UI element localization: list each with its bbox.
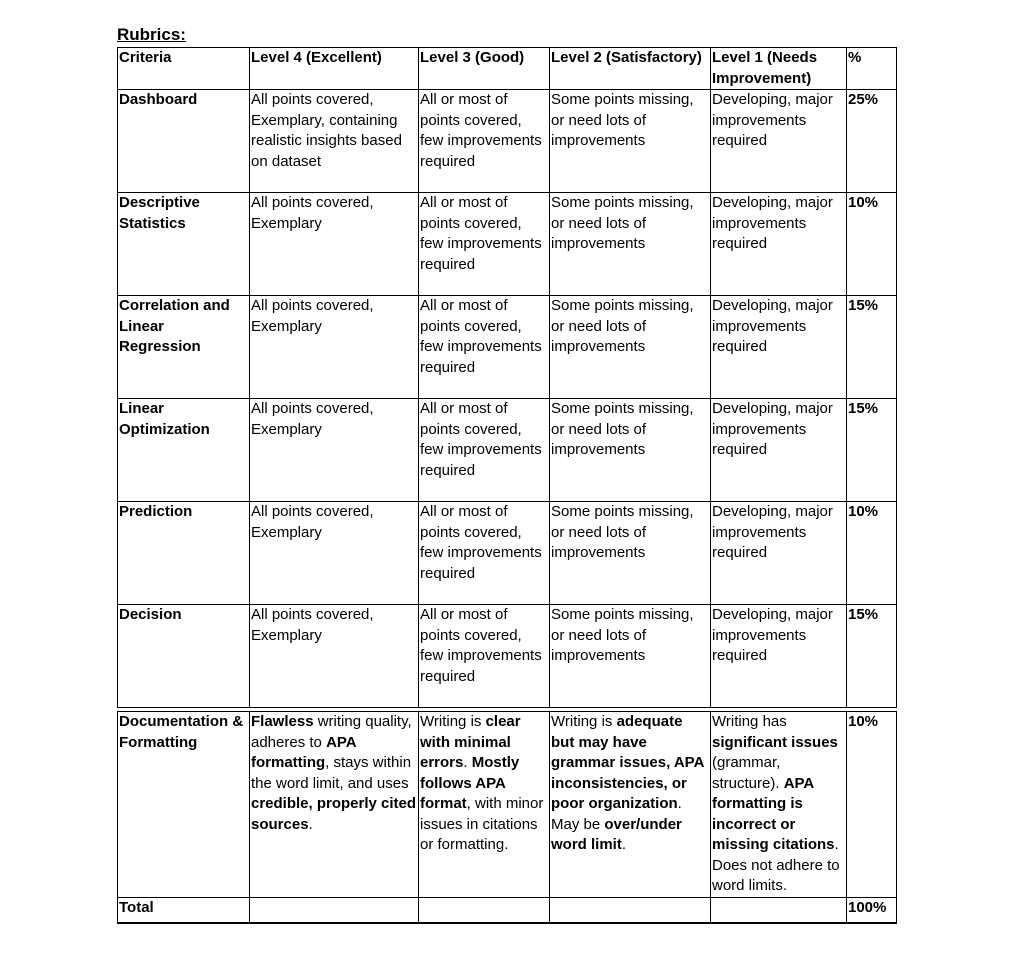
level2-cell: Some points missing, or need lots of improvements — [550, 296, 711, 399]
criteria-cell: Prediction — [118, 502, 250, 605]
percent-cell: 10% — [847, 193, 897, 296]
level2-cell: Some points missing, or need lots of improvements — [550, 502, 711, 605]
table-row — [118, 90, 897, 193]
empty-cell — [711, 897, 847, 923]
level1-cell: Developing, major improvements required — [711, 193, 847, 296]
level4-cell: All points covered, Exemplary — [250, 296, 419, 399]
level4-cell: All points covered, Exemplary — [250, 399, 419, 502]
criteria-cell: Descriptive Statistics — [118, 193, 250, 296]
level3-cell: All or most of points covered, few improvements required — [419, 399, 550, 502]
header-level2: Level 2 (Satisfactory) — [550, 48, 711, 90]
empty-cell — [419, 897, 550, 923]
percent-cell: 10% — [847, 712, 897, 898]
level3-cell: All or most of points covered, few improvements required — [419, 193, 550, 296]
level4-cell: Flawless writing quality, adheres to APA formatting, stays within the word limit, and uses credible, properly cited sources. — [250, 712, 419, 898]
level1-cell: Developing, major improvements required — [711, 399, 847, 502]
table-header-row — [118, 48, 897, 90]
level3-cell: All or most of points covered, few improvements required — [419, 502, 550, 605]
percent-cell: 25% — [847, 90, 897, 193]
level1-cell: Writing has significant issues (grammar, structure). APA formatting is incorrect or missing citations. Does not adhere to word limits. — [711, 712, 847, 898]
level3-cell: All or most of points covered, few improvements required — [419, 605, 550, 708]
rubric-table — [117, 47, 897, 708]
empty-cell — [550, 897, 711, 923]
level4-cell: All points covered, Exemplary — [250, 502, 419, 605]
criteria-cell: Dashboard — [118, 90, 250, 193]
level4-cell: All points covered, Exemplary — [250, 605, 419, 708]
level2-cell: Some points missing, or need lots of improvements — [550, 605, 711, 708]
table-row — [118, 605, 897, 708]
rubric-table-continued — [117, 711, 897, 924]
total-label: Total — [118, 897, 250, 923]
level1-cell: Developing, major improvements required — [711, 502, 847, 605]
header-level4: Level 4 (Excellent) — [250, 48, 419, 90]
level2-cell: Writing is adequate but may have grammar issues, APA inconsistencies, or poor organization. May be over/under word limit. — [550, 712, 711, 898]
table-row — [118, 502, 897, 605]
table-row — [118, 296, 897, 399]
total-percent: 100% — [847, 897, 897, 923]
header-percent: % — [847, 48, 897, 90]
level3-cell: All or most of points covered, few improvements required — [419, 90, 550, 193]
level2-cell: Some points missing, or need lots of improvements — [550, 90, 711, 193]
criteria-cell: Correlation and Linear Regression — [118, 296, 250, 399]
percent-cell: 15% — [847, 605, 897, 708]
header-level3: Level 3 (Good) — [419, 48, 550, 90]
header-level1: Level 1 (Needs Improvement) — [711, 48, 847, 90]
criteria-cell: Decision — [118, 605, 250, 708]
percent-cell: 15% — [847, 296, 897, 399]
percent-cell: 10% — [847, 502, 897, 605]
level3-cell: All or most of points covered, few improvements required — [419, 296, 550, 399]
criteria-cell: Documentation & Formatting — [118, 712, 250, 898]
level2-cell: Some points missing, or need lots of improvements — [550, 399, 711, 502]
level3-cell: Writing is clear with minimal errors. Mostly follows APA format, with minor issues in citations or formatting. — [419, 712, 550, 898]
empty-cell — [250, 897, 419, 923]
table-row — [118, 399, 897, 502]
table-row-total — [118, 897, 897, 923]
table-row-documentation — [118, 712, 897, 898]
header-criteria: Criteria — [118, 48, 250, 90]
level1-cell: Developing, major improvements required — [711, 90, 847, 193]
percent-cell: 15% — [847, 399, 897, 502]
level1-cell: Developing, major improvements required — [711, 605, 847, 708]
criteria-cell: Linear Optimization — [118, 399, 250, 502]
level4-cell: All points covered, Exemplary — [250, 193, 419, 296]
table-row — [118, 193, 897, 296]
level1-cell: Developing, major improvements required — [711, 296, 847, 399]
page-title: Rubrics: — [117, 25, 186, 44]
level4-cell: All points covered, Exemplary, containing realistic insights based on dataset — [250, 90, 419, 193]
level2-cell: Some points missing, or need lots of improvements — [550, 193, 711, 296]
